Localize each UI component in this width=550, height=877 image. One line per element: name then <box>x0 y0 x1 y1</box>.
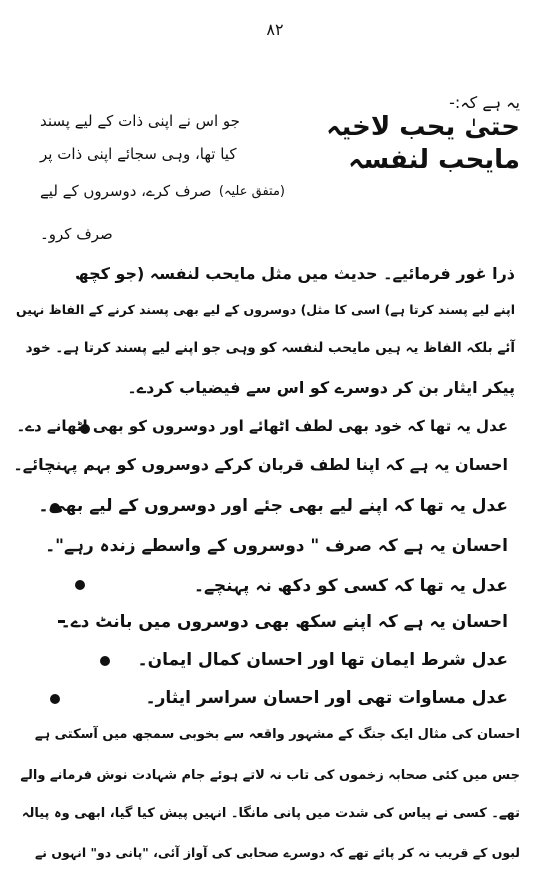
paragraph-line: آئے بلکہ الفاظ یہ ہیں مایحب لنفسہ کو وہی جو اپنے لیے پسند کرتا ہے۔ خود <box>25 340 515 356</box>
closing-line: لبوں کے قریب نہ کر پائے تھے کہ دوسرے صحابی کی آواز آئی، "پانی دو" انہوں نے <box>34 845 520 860</box>
list-item: احسان یہ ہے کہ صرف " دوسروں کے واسطے زندہ رہے"۔ <box>45 536 508 556</box>
list-item: عدل یہ تھا کہ اپنے لیے بھی جئے اور دوسروں کے لیے بھی۔ <box>38 496 508 516</box>
closing-line: احسان کی مثال ایک جنگ کے مشہور واقعہ سے بخوبی سمجھ میں آسکتی ہے <box>34 727 520 742</box>
list-item: احسان یہ ہے کہ اپنے سکھ بھی دوسروں میں بانٹ دے۔ <box>60 612 508 632</box>
list-item: احسان یہ ہے کہ اپنا لطف قربان کرکے دوسروں کو بہم پہنچائے۔ <box>13 455 508 474</box>
translation-line: جو اس نے اپنی ذات کے لیے پسند <box>40 112 240 130</box>
list-item: عدل مساوات تھی اور احسان سراسر ایثار۔ <box>145 688 508 708</box>
hadith-line-2: مایحب لنفسہ <box>348 145 520 175</box>
bullet-icon <box>75 580 85 590</box>
translation-line: کیا تھا، وہی سجائے اپنی ذات پر <box>40 145 237 163</box>
closing-line: تھے۔ کسی نے پیاس کی شدت میں پانی مانگا۔ انہیں پیش کیا گیا، ابھی وہ پیالہ <box>21 806 520 821</box>
list-item: عدل یہ تھا کہ خود بھی لطف اٹھائے اور دوسروں کو بھی اٹھانے دے۔ <box>16 417 508 435</box>
paragraph-line: ذرا غور فرمائیے۔ حدیث میں مثل مایحب لنفسہ (جو کچھ <box>74 264 515 283</box>
translation-line: صرف کرو۔ <box>40 225 113 243</box>
intro-text: یہ ہے کہ:- <box>449 93 520 112</box>
hadith-reference: (متفق علیہ) <box>218 184 285 199</box>
bullet-icon <box>50 694 60 704</box>
hadith-line-1: حتیٰ یحب لاخیہ <box>326 112 520 142</box>
page-number: ۸۲ <box>266 20 284 39</box>
paragraph-line: پیکر ایثار بن کر دوسرے کو اس سے فیضیاب کردے۔ <box>127 378 515 397</box>
bullet-icon <box>100 656 110 666</box>
list-item: عدل شرط ایمان تھا اور احسان کمال ایمان۔ <box>137 650 508 670</box>
list-item: عدل یہ تھا کہ کسی کو دکھ نہ پہنچے۔ <box>193 576 508 596</box>
closing-line: جس میں کئی صحابہ زخموں کی تاب نہ لاتے ہوئے جام شہادت نوش فرمانے والے <box>20 768 520 783</box>
translation-line: صرف کرے، دوسروں کے لیے <box>40 182 212 200</box>
paragraph-line: اپنے لیے پسند کرتا ہے) اسی کا مثل) دوسروں کے لیے بھی پسند کرنے کے الفاظ نہیں <box>16 302 515 317</box>
